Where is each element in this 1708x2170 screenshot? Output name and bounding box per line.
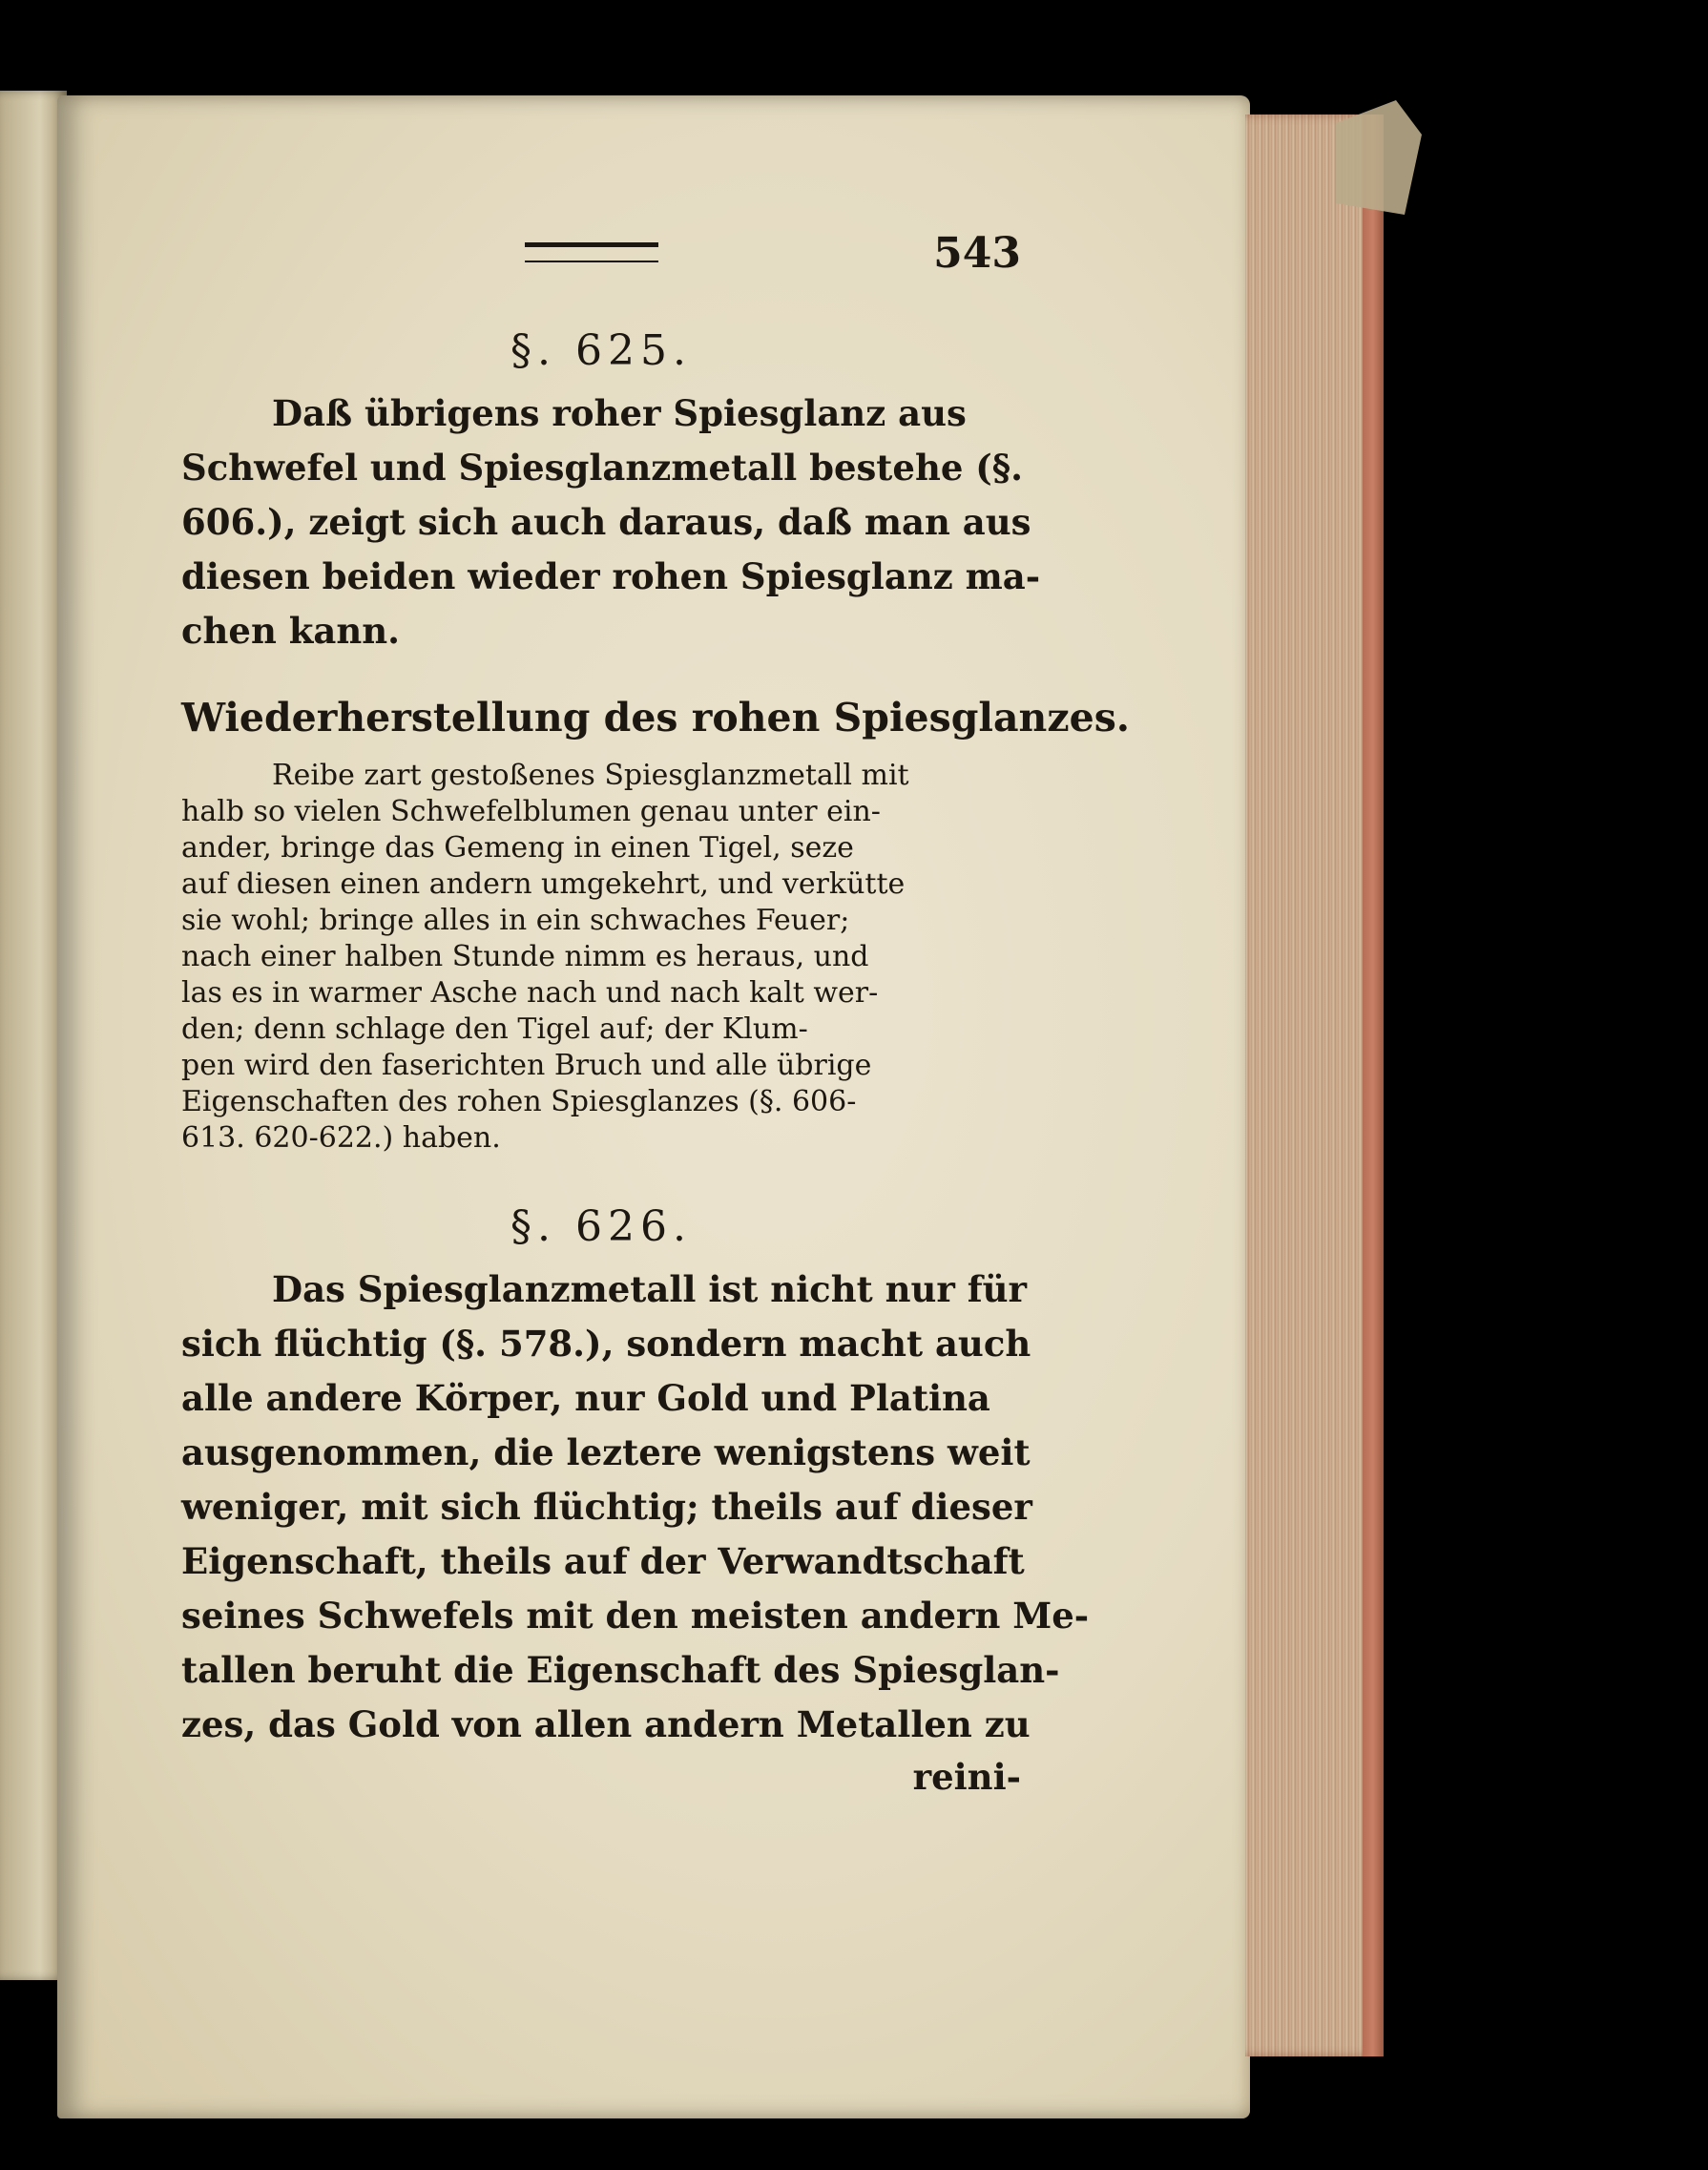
- text-line: den; denn schlage den Tigel auf; der Klum-: [181, 1012, 808, 1046]
- text-line: las es in warmer Asche nach und nach kalt wer-: [181, 976, 879, 1010]
- text-line: diesen beiden wieder rohen Spiesglanz ma-: [181, 555, 1041, 597]
- text-line: sich flüchtig (§. 578.), sondern macht auch: [181, 1323, 1031, 1365]
- recipe-body: [181, 758, 1021, 1157]
- text-block: [181, 229, 1131, 1798]
- recipe-title: Wiederherstellung des rohen Spiesglanzes.: [181, 695, 1131, 741]
- text-line: ander, bringe das Gemeng in einen Tigel, seze: [181, 831, 854, 865]
- section-heading-625: §. 625.: [510, 326, 692, 375]
- text-line: tallen beruht die Eigenschaft des Spiesglan-: [181, 1649, 1060, 1691]
- text-line: Eigenschaft, theils auf der Verwandtschaft: [181, 1540, 1025, 1582]
- text-line: Eigenschaften des rohen Spiesglanzes (§. 606-: [181, 1085, 857, 1118]
- page-edges: [1245, 115, 1384, 2056]
- section-heading-626: §. 626.: [510, 1202, 692, 1251]
- text-line: weniger, mit sich flüchtig; theils auf dieser: [181, 1486, 1032, 1528]
- page-number: 543: [933, 229, 1021, 278]
- text-line: alle andere Körper, nur Gold und Platina: [181, 1377, 990, 1419]
- header-rule: [525, 242, 658, 262]
- text-line: zes, das Gold von allen andern Metallen zu: [181, 1703, 1031, 1745]
- section-625-body: [181, 386, 1041, 658]
- catchword: reini-: [912, 1756, 1021, 1798]
- text-line: Schwefel und Spiesglanzmetall bestehe (§.: [181, 447, 1024, 489]
- text-line: seines Schwefels mit den meisten andern Me-: [181, 1595, 1090, 1637]
- text-line: sie wohl; bringe alles in ein schwaches Feuer;: [181, 904, 850, 937]
- text-line: 606.), zeigt sich auch daraus, daß man aus: [181, 501, 1031, 543]
- text-line: Reibe zart gestoßenes Spiesglanzmetall mit: [272, 759, 909, 792]
- text-line: Das Spiesglanzmetall ist nicht nur für: [272, 1268, 1028, 1310]
- section-626-body: [181, 1262, 1090, 1752]
- text-line: ausgenommen, die leztere wenigstens weit: [181, 1431, 1031, 1473]
- page-header: [181, 229, 1021, 305]
- text-line: auf diesen einen andern umgekehrt, und verkütte: [181, 867, 906, 901]
- text-line: 613. 620-622.) haben.: [181, 1121, 501, 1155]
- text-line: nach einer halben Stunde nimm es heraus, und: [181, 940, 869, 973]
- text-line: halb so vielen Schwefelblumen genau unter ein-: [181, 795, 881, 828]
- text-line: pen wird den faserichten Bruch und alle übrige: [181, 1049, 872, 1082]
- text-line: chen kann.: [181, 610, 401, 652]
- text-line: Daß übrigens roher Spiesglanz aus: [272, 392, 967, 434]
